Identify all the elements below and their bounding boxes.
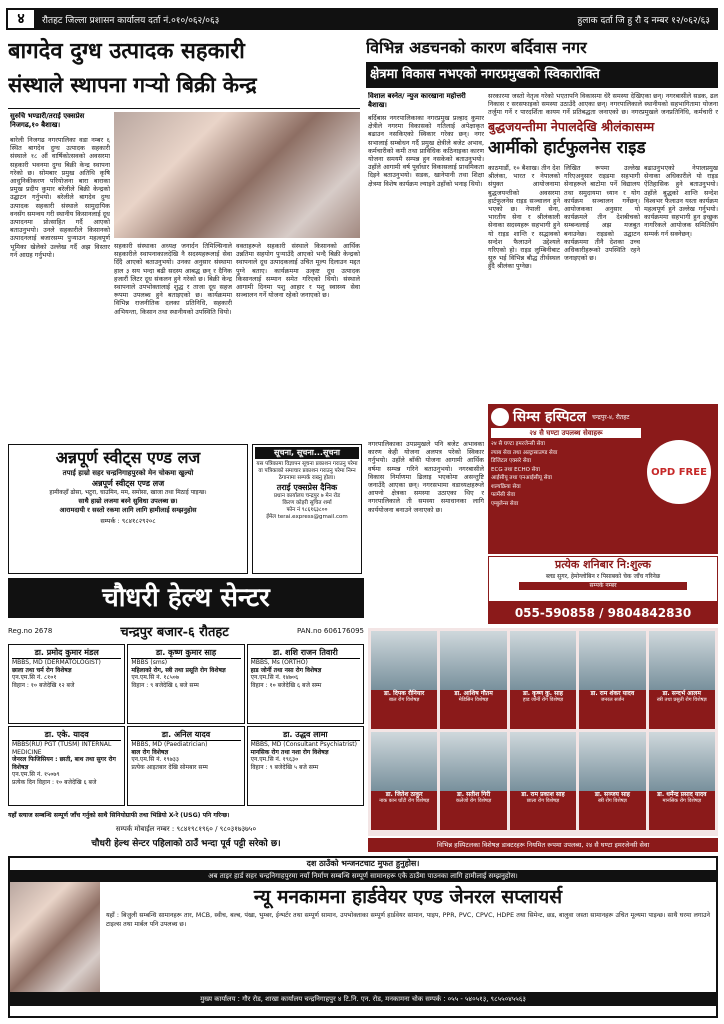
ad-sweets-contact: ९८४१८२९२०८ (121, 517, 156, 525)
health-doctor-reg: एन.एम.सि नं. १५०७९ (12, 771, 60, 779)
hospital-service: ECG तथा ECHO सेवा (491, 466, 540, 473)
health-doctor-name: डा. शशि राजन तिवारी (251, 647, 360, 659)
ad-sweets-title: अन्नपूर्ण स्वीट्स एण्ड लज (55, 448, 201, 467)
hospital-service: आईसीयू तथा एनआईसीयू सेवा (491, 475, 552, 481)
ad-notice-email[interactable]: terai.express@gmail.com (277, 514, 348, 520)
doctor-photo (371, 732, 437, 791)
doctor-role: स्त्री तथा प्रसुती रोग विशेषज्ञ (656, 697, 707, 704)
health-doctor-card (247, 644, 364, 724)
doctor-role: नाक कान घाँटी रोग विशेषज्ञ (379, 798, 430, 805)
ad-notice-office: प्रधान कार्यालय चन्द्रपुर ७ मेन रोड (273, 493, 341, 499)
doctor-role: जनरल सर्जन (600, 697, 625, 704)
doctor-name: डा. सतीश गिरी (456, 790, 491, 798)
doctor-card (649, 631, 715, 729)
health-doctor-degree: MBBS, MD (Paediatrician) (131, 741, 208, 748)
doctor-role: मानसिक रोग विशेषज्ञ (662, 798, 702, 805)
ad-notice-title: सूचना, सूचना...सूचना (255, 447, 359, 459)
health-doctor-degree: MBBS, MD (DERMATOLOGIST) (12, 659, 101, 666)
issue-info: हुलाक दर्ता जि हु रौ द नम्बर १२/०६२/६३ (577, 15, 710, 26)
health-doctor-time: विहान : १० बजेदेखि ६ बजे सम्म (250, 681, 322, 689)
hospital-service: फार्मेसी सेवा (491, 492, 516, 498)
ad-hardware (8, 856, 718, 1018)
story3-col2: लिखित रूपमा उल्लेख गरिएअनुसार राइडमा सहभागी सेनाहरूले बाटोमा पर्ने विद्यालय तथा समुदायमा ध्यान र योग कार्यक्रम सञ्चालन गर्नेछन्। आयोजकका अनुसार यो कार्यक्रमले तीन देशबीचको सम्बन्धलाई अझ मजबुत बनाउनेछ। राइडको उद्घाटन कार्यक्रममा तीनै देशका उच्च अधिकारीहरूको उपस्थिति रहने जनाइएको छ। (564, 164, 640, 263)
health-doctor-name: डा. कृष्ण कुमार साह (131, 647, 240, 659)
health-doctor-time: विहान : ९ बजेदेखि ६ बजे सम्म (131, 681, 199, 689)
temple-photo (10, 882, 100, 992)
doctor-name: डा. कृष्ण कु. साह (523, 689, 563, 697)
health-center-doctors (8, 644, 364, 808)
health-doctor-degree: MBBS, MD (Consultant Psychiatrist) (250, 741, 357, 748)
doctor-name: डा. धर्मेन्द्र प्रसाद यादव (657, 790, 707, 798)
hospital-service: शल्यक्रिया सेवा (491, 483, 521, 490)
opd-free-badge: OPD FREE (647, 440, 711, 504)
health-doctor-spec: महिलाको रोग, स्त्री तथा प्रसूति रोग विशेषज्ञ (131, 666, 226, 674)
doctor-name: डा. आशिष गौतम (454, 689, 493, 697)
doctor-role: छाला रोग विशेषज्ञ (526, 798, 560, 805)
hospital-logo-icon (491, 408, 509, 426)
doctor-card (579, 631, 645, 729)
story1-byline: सुरुचि भण्डारी/तराई एक्सप्रेस निजगढ,१० बैशाख। (10, 112, 85, 129)
story3-headline-line2: आर्मीको हार्टफुलनेस राइड (488, 138, 646, 158)
story3-col3: बढाउनुभएको नेपालप्रमुख सेनाका अधिकारीले यो राइड ऐतिहासिक हुने बताउनुभयो। उहाँले बुद्धको शान्ति सन्देश विश्वभर फैलाउन यस्ता कार्यक्रम महत्वपूर्ण हुने उल्लेख गर्नुभयो। कार्यक्रममा सहभागी हुन इच्छुक नागरिकले आयोजक समितिसँग सम्पर्क गर्न सक्नेछन्। (644, 164, 718, 238)
ad-sims-hospital (488, 404, 718, 554)
doctor-photo (579, 631, 645, 690)
ad-notice-body: यस पत्रिकामा विज्ञापन सूचना प्रकाशन गराउनु परेमा वा पत्रिकाको समाचार प्रकाशन गराउनु परेमा निम्न ठेगानामा सम्पर्क राख्नु होला। (256, 461, 358, 481)
story2-col1: बर्दिबास नगरपालिकाका नगरप्रमुख प्रल्हाद कुमार क्षेत्रीले नगरमा विकासको गतिलाई अपेक्षाकृत बढाउन नसकिएको स्विकार गरेका छन्। नगर सभालाई सम्बोधन गर्दै प्रमुख क्षेत्रीले बजेट अभाव, कर्मचारीको कमी तथा प्राविधिक कठिनाइका कारण योजना समयमै सम्पन्न हुन नसकेको बताउनुभयो। उहाँले आगामी वर्ष पूर्वाधार विकासलाई प्राथमिकता दिइने बताउनुभयो। सडक, खानेपानी तथा शिक्षा क्षेत्रमा विशेष कार्यक्रम ल्याइने उहाँको भनाइ थियो। (368, 114, 484, 188)
doctor-name: डा. जितेश ठाकुर (385, 790, 423, 798)
doctor-name: डा. राम शंकर यादव (590, 689, 635, 697)
hardware-body: यहाँ : बिजुली सम्बन्धि सामानहरू तार, MCB, स्वीच, बल्ब, पंखा, भुम्बर, ईन्भर्टर तथा सम्पूर्ण सामान, उपभोक्ताका सम्पूर्ण हार्डवेयर सामान, पाइप, PPR, PVC, CPVC, HDPE तथा सिमेन्ट, छड, बालुवा जस्ता सामानहरू उचित मूल्यमा पाइन्छ। साथै घरमा लगाउने टाइल्स तथा मार्बल पनि उपलब्ध छ। (106, 912, 710, 928)
health-doctor-spec: मानसिक रोग तथा नशा रोग विशेषज्ञ (250, 748, 329, 756)
doctor-role: स्त्री रोग विशेषज्ञ (597, 798, 627, 805)
health-doctor-card (8, 726, 125, 806)
health-center-subheader (8, 620, 364, 642)
hospital-title: सिम्स हस्पिटल (513, 409, 586, 425)
story1-col3: वक्ताहरूले सहकारी संस्थाले किसानको आर्थिक उन्नतिमा सहयोग पुर्‍याउँदै आएको भन्दै बिक्री केन्द्रको स्थापनाले दूध उत्पादकलाई उचित मूल्य दिलाउन मद्दत पुग्ने बताए। कार्यक्रममा उत्कृष्ट दूध उत्पादक किसानलाई सम्मान समेत गरिएको थियो। संस्थाले आगामी दिनमा पशु आहार र पशु स्वास्थ्य सेवा सञ्चालन गर्ने योजना रहेको जनाएको छ। (236, 242, 360, 300)
hospital-free-banner (488, 556, 718, 602)
doctor-card (440, 732, 506, 830)
doctor-photo (579, 732, 645, 791)
health-doctor-name: डा. एके. यादव (12, 729, 121, 741)
health-doctor-card (247, 726, 364, 806)
story1-headline-line2: संस्थाले स्थापना गर्‍यो बिक्री केन्द्र (8, 72, 257, 97)
ad-annapurna-sweets (8, 444, 248, 574)
health-doctor-card (127, 726, 244, 806)
doctor-card (440, 631, 506, 729)
health-doctor-time: विहान : ९ बजेदेखि ५ बजे सम्म (250, 763, 319, 771)
ad-sweets-line1: तपाई हाम्रो सहर चन्द्रनिगाहपुरको मेन चोकमा खुल्यो (62, 469, 194, 477)
doctor-name: डा. सन्दर्भ आलम (662, 689, 701, 697)
doctor-photo (510, 631, 576, 690)
health-doctor-time: प्रत्येक आइतबार देखि सोमबार सम्म (131, 763, 208, 771)
hardware-title: न्यू मनकामना हार्डवेयर एण्ड जेनरल सप्लायर्स (253, 886, 563, 908)
hospital-contact-label: सम्पर्क नम्बर (519, 582, 687, 590)
health-doctor-spec: जेनरल फिजिसियन : छाती, बाथ तथा सुगर रोग विशेषज्ञ (12, 756, 116, 771)
ad-sweets-line5: आरामदायी र सस्तो रकमा लागि लागि हामीलाई सम्झनुहोस (59, 506, 197, 514)
hospital-service: ल्याब सेवा तथा अल्ट्रासाउण्ड सेवा (491, 449, 558, 456)
hospital-free-sub: ब्लड सुगर, हेमोग्लोबिन र पिसाबको चेक जाँच गरिनेछ (545, 573, 661, 580)
hardware-footer: मुख्य कार्यालय : गौर रोड, शाखा कार्यालय चन्द्रनिगाहपुर ४ टि.नि. एन. रोड, मनकामना चोक सम्पर्क : ०५५ - ५४०५१३, ९८५५०४५५६३ (10, 992, 716, 1006)
health-slogan: चौधरी हेल्थ सेन्टर पहिलाको ठाउँ भन्दा पूर्व पट्टी सरेको छ। (91, 839, 281, 849)
doctor-photo (649, 631, 715, 690)
health-doctor-degree: MBBS(RU) PGT (TUSM) INTERNAL MEDICINE (12, 741, 112, 756)
hospital-footer: विभिन्न हस्पिटलका विशेषज्ञ डाक्टरहरू नियमित रूपमा उपलब्ध, २४ सै घण्टा इमरजेन्सी सेवा (368, 838, 718, 852)
health-doctor-name: डा. अनिल यादव (131, 729, 240, 741)
health-doctor-name: डा. प्रमोद कुमार मंडल (12, 647, 121, 659)
doctor-photo (440, 732, 506, 791)
hospital-service: डिजिटल एक्सरे सेवा (491, 458, 532, 464)
health-doctor-time: प्रत्येक दिन विहान : १० बजेदेखि ६ बजे (12, 778, 97, 786)
health-doctor-reg: एन.एम.सि नं. १९६३० (250, 756, 299, 764)
health-doctor-spec: बाल रोग विशेषज्ञ (131, 748, 169, 756)
health-doctor-time: विहान : १० बजेदेखि १२ बजे (12, 681, 75, 689)
health-center-title: चौधरी हेल्थ सेन्टर (8, 578, 364, 618)
health-doctor-degree: MBBS (sms) (131, 659, 168, 666)
doctor-photo (649, 732, 715, 791)
hospital-contact: 055-590858 / 9804842830 (488, 602, 718, 624)
doctor-card (371, 732, 437, 830)
divider (8, 108, 360, 109)
registration-info: रौतहट जिल्ला प्रशासन कार्यालय दर्ता नं.०१०/०६२/०६३ (42, 15, 220, 26)
health-doctor-degree: MBBS, Ms (ORTHO) (250, 659, 308, 666)
doctor-role: हाड जोर्नी रोग विशेषज्ञ (522, 697, 564, 704)
hospital-services-title: २४ सै घण्टा उपलब्ध सेवाहरू (491, 428, 641, 438)
hospital-doctors-panel (368, 628, 718, 836)
health-doctor-reg: एन.एम.सि नं. ८१०१ (12, 674, 57, 682)
ad-notice-email-label: ईमेल (266, 514, 276, 520)
hospital-free-title: प्रत्येक शनिबार नि:शुल्क (555, 558, 651, 571)
ad-notice (252, 444, 362, 574)
ad-sweets-contact-label: सम्पर्क : (100, 517, 120, 525)
doctor-role: कलेजो रोग विशेषज्ञ (456, 798, 492, 805)
health-doctor-reg: एन.एम.सि नं. १८५०७ (131, 674, 179, 682)
health-doctor-spec: हाड जोर्नी तथा नसा रोग विशेषज्ञ (250, 666, 322, 674)
hospital-service: २४ सै घण्टा इमरजेन्सी सेवा (491, 441, 545, 447)
doctor-name: डा. सञ्जय साह (594, 790, 630, 798)
story3-col1: काठमाडौं, १० बैशाख। तीन देश श्रीलंका, भारत र नेपालको संयुक्त आयोजनामा बुद्धजयन्तीको अवसरमा हार्टफुलनेस राइड सञ्चालन हुने भएको छ। नेपाली सेना, भारतीय सेना र श्रीलंकाली सेनाका सदस्यहरू सहभागी हुने यो राइड शान्ति र सद्भावको सन्देश फैलाउने उद्देश्यले गरिएको हो। राइड लुम्बिनीबाट सुरु भई विभिन्न बौद्ध तीर्थस्थल हुँदै श्रीलंका पुग्नेछ। (488, 164, 560, 271)
doctor-photo (371, 631, 437, 690)
doctor-card (649, 732, 715, 830)
doctor-role: बाल रोग विशेषज्ञ (388, 697, 420, 704)
doctor-photo (440, 631, 506, 690)
health-center-reg: Reg.no 2678 (8, 627, 53, 635)
hospital-service: एम्बुलेन्स सेवा (491, 500, 519, 507)
doctor-photo (510, 732, 576, 791)
story3-headline-line1: बुद्धजयन्तीमा नेपालदेखि श्रीलंकासम्म (488, 119, 655, 134)
ad-sweets-line3: हामीकहाँ ढोसा, भटुरा, चाउमिन, मम, समोसा, खाजा तथा मिठाई पाइन्छ। (49, 489, 207, 496)
story1-photo (114, 112, 360, 238)
health-center-location: चन्द्रपुर बजार-६ रौतहट (120, 625, 229, 640)
story1-headline-line1: बागदेव दुग्ध उत्पादक सहकारी (8, 38, 245, 64)
ad-sweets-line4: साथै हाम्रो लजमा बस्ने सुविधा उपलब्ध छ। (78, 497, 178, 505)
ad-sweets-line2: अन्नपूर्ण स्वीट्स एण्ड लज (91, 479, 165, 488)
doctor-card (371, 631, 437, 729)
health-doctor-card (127, 644, 244, 724)
story2-col3: नगरपालिकाका उपप्रमुखले पनि बजेट अभावका कारण केही योजना अलपत्र परेको स्विकार गर्नुभयो। उहाँले बाँकी योजना आगामी आर्थिक वर्षमा सम्पन्न गरिने बताउनुभयो। नगरबासीले विकास निर्माणमा ढिलाइ भएकोमा असन्तुष्टि जनाउँदै आएका छन्। नगरसभामा वडाध्यक्षहरूले आफ्नो क्षेत्रका समस्या उठाएका थिए र नगरपालिकाले ती समस्या समाधानका लागि कार्ययोजना बनाउने जनाएको छ। (368, 440, 484, 514)
hardware-top-line2: अब ताइर हार्ड सहर चन्द्रनिगाहपुरमा नयाँ निर्माण सम्बन्धि सम्पूर्ण सामानहरू एकै ठाउँमा पाउनका लागि हामीलाई सम्झनुहोस। (10, 870, 716, 882)
hospital-subtitle: चन्द्रपुर-४, रौतहट (591, 413, 630, 421)
health-usg-note: यहाँ स्त्याज सम्बन्धि सम्पूर्ण जाँच गर्नुको साथै सिनियोग्राफी तथा भिडियो X-रे (USG) पनि गरिन्छ। (8, 812, 230, 819)
ad-notice-editor: किरण कोइरी सुचित शर्मा (282, 500, 332, 506)
health-doctor-name: डा. उद्धव लामा (251, 729, 360, 741)
health-doctor-card (8, 644, 125, 724)
doctor-card (510, 631, 576, 729)
health-center-pan: PAN.no 606176095 (296, 627, 364, 635)
ad-notice-phone: फोन नं ९८६१६३८०० (286, 507, 328, 513)
masthead-bar (6, 8, 718, 30)
hardware-top-line1: दश ठाउँको भन्जनटचाट मुफत हुनुहोस। (306, 859, 420, 868)
doctor-card (510, 732, 576, 830)
story2-headline-line1: विभिन्न अडचनको कारण बर्दिवास नगर (366, 38, 587, 57)
health-contact: सम्पर्क मोबाईल नम्बर : ९८४१९८१९६० / ९८०३१७३७५० (115, 825, 257, 833)
story2-byline: विशाल बस्नेत/ न्युज कारखाना महोत्तरी बैशाख। (368, 92, 466, 109)
health-doctor-spec: छाला तथा चर्म रोग विशेषज्ञ (12, 666, 72, 674)
story1-col2: सहकारी संस्थाका अध्यक्ष जनार्दन तिमिल्सिनाले सहकारीले स्थापनाकालदेखि नै सदस्यहरूलाई सेवा दिँदै आएको बताउनुभयो। उनका अनुसार संस्थामा हाल ३ सय भन्दा बढी सदस्य आबद्ध छन् र दैनिक हजारौं लिटर दूध संकलन हुने गरेको छ। बिक्री केन्द्र स्थापनाले उपभोक्तालाई शुद्ध र ताजा दूध सहज रूपमा उपलब्ध हुने बताइएको छ। कार्यक्रममा विभिन्न राजनीतिक दलका प्रतिनिधि, सहकारी अभियन्ता, किसान तथा स्थानीयको उपस्थिति थियो। (114, 242, 232, 316)
doctor-name: डा. दिपक रौनियार (384, 689, 425, 697)
ad-notice-paper: तराई एक्सप्रेस दैनिक (276, 483, 338, 492)
page-number: ४ (8, 10, 34, 28)
story2-headline-line2: क्षेत्रमा विकास नभएको नगरप्रमुखको स्विकारोक्ति (366, 62, 718, 88)
doctor-role: मेडिसिन विशेषज्ञ (458, 697, 489, 704)
doctor-name: डा. राम प्रकाश साह (521, 790, 565, 798)
health-doctor-reg: एन.एम.सि नं. १९७३३ (131, 756, 179, 764)
story1-col1: बारेली निजगढ नगरपालिका वडा नम्बर ६ स्थित बागदेव दुग्ध उत्पादक सहकारी संस्थाले १८ औं वार्षिकोत्सवको अवसरमा सहकारी भवनमा दुग्ध बिक्री केन्द्र स्थापना गरेको छ। सोमबार प्रमुख अतिथि कृषि आधुनिकीकरण परियोजना बारा बाराका प्रमुख प्रदीप कुमार बरेलीले बिक्री केन्द्रको उद्घाटन गर्नुभयो। बरेलीले बागदेव दुग्ध उत्पादक सहकारी संस्थाले सामुदायिक वनसँग समन्वय गरी स्थानीय किसानलाई दूध उत्पादनमा प्रोत्साहित गर्दै आएको बताउनुभयो। उनले सहकारीले किसानको उत्पादनलाई बजारसम्म पुर्‍याउन महत्वपूर्ण भूमिका खेलेको उल्लेख गर्दै अझ विस्तार गर्न आग्रह गर्नुभयो। (10, 136, 110, 259)
story2-col2: सरकारमा जस्तो नेतृत्व गरेको भएतापनि विकासमा धेरै समस्या देखिएका छन्। नगरबासीले सडक, ढल निकास र सरसफाइको समस्या उठाउँदै आएका छन्। नगरपालिकाले स्थानीयको सहभागितामा योजना तर्जुमा गर्ने र पारदर्शिता कायम गर्ने प्रतिबद्धता जनाएको छ। नगरप्रमुखले जनप्रतिनिधि, कर्मचारी र (488, 92, 718, 116)
health-doctor-reg: एन.एम.सि नं. १४७०६ (250, 674, 299, 682)
doctor-card (579, 732, 645, 830)
